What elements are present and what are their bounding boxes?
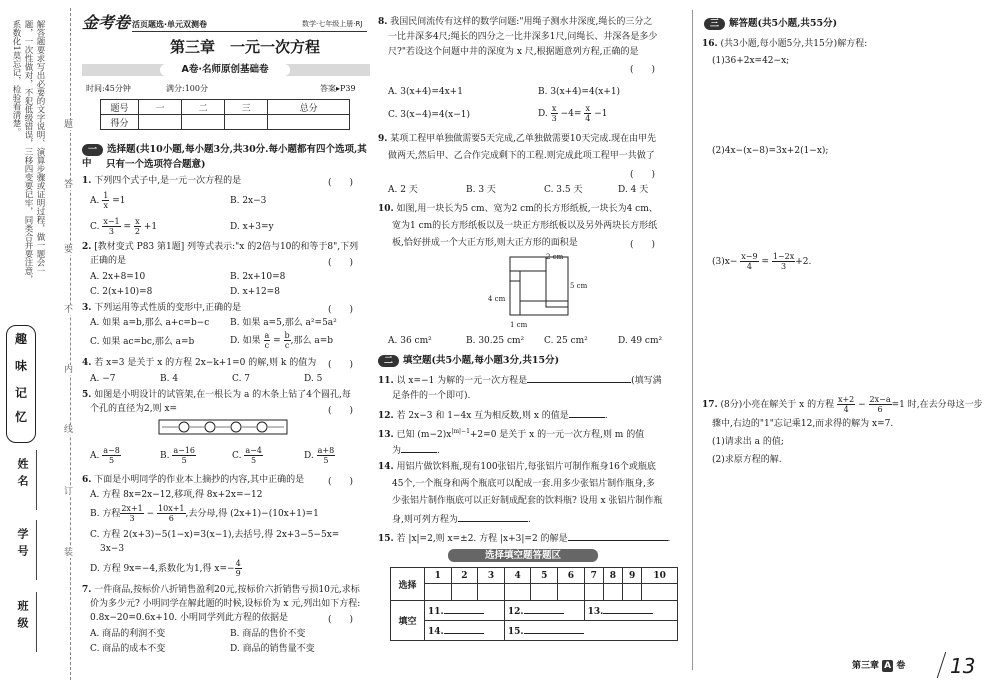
question-15: 15. 若 |x|=2,则 x=±2. 方程 |x+3|=2 的解是 . <box>378 531 670 546</box>
q16-2-answer-space[interactable] <box>712 160 982 240</box>
logo: 金考卷 <box>82 13 131 32</box>
column-3: 三 解答题(共5小题,共55分) 16. (共3小题,每小题5分,共15分)解方程: (1)36+2x=42−x; (2)4x−(x−8)=3x+2(1−x); (3)x− $\frac{x-9}{4}$ = $\frac{1-2x}{3}$ +2. 17. (8分)小亮在解关于 x 的方程 $\frac{x+2}{4}$ − $\frac{2x-a}{6}$ =1 时,在去分母这一步 骤中,右边的"1"忘记乘12,而求得的解为 x=7. (1)请求出 a 的值; (2)求原方程的解. 第三章 A 卷 13 <box>702 18 983 678</box>
binding-instruction: 解答题要求写出必要的文字说明、演算步骤或证明过程，做一题会一题，一次性做对，不犯低级错误，三移四变要记牢，同类合并要注意，系数化1莫忘记，检验看清楚。 <box>11 20 45 284</box>
question-5: 5. 如图是小明设计的试管架,在一根长为 a 的木条上钻了4个圆孔,每 <box>82 390 351 400</box>
page-number: 13 <box>950 654 976 678</box>
choice-answer-cell[interactable] <box>531 584 558 601</box>
series-subtitle: 活页题选·单元双测卷 <box>132 20 208 29</box>
chapter-title: 第三章 一元一次方程 <box>169 38 320 56</box>
section-2-title: 二 填空题(共5小题,每小题3分,共15分) <box>378 354 559 368</box>
question-8: 8. 我国民间流传有这样的数学问题:"用绳子测水井深度,绳长的三分之 <box>378 17 653 27</box>
question-17: 17. (8分)小亮在解关于 x 的方程 $\frac{x+2}{4}$ − $\frac{2x-a}{6}$ =1 时,在去分母这一步 <box>702 395 983 414</box>
answer-area-title: 选择填空题答题区 <box>448 549 598 562</box>
answer-ref: 答案▸P39 <box>320 84 356 93</box>
choice-answer-cell[interactable] <box>504 584 531 601</box>
test-tube-rack-figure <box>158 417 288 437</box>
cut-char: 要 <box>64 245 74 255</box>
cut-char: 装 <box>64 548 74 558</box>
cut-char: 订 <box>64 487 74 497</box>
choice-answer-cell[interactable] <box>603 584 622 601</box>
class-field-line[interactable] <box>36 592 37 652</box>
fill-answer-12[interactable]: 12. <box>504 601 584 621</box>
edition: 数学·七年级上册·RJ <box>302 20 363 28</box>
choice-answer-cell[interactable] <box>558 584 585 601</box>
cut-line <box>70 8 71 680</box>
question-10: 10. 如图,用一块长为5 cm、宽为2 cm的长方形纸板,一块长为4 cm、 <box>378 204 658 214</box>
q16-3-answer-space[interactable] <box>712 275 982 385</box>
score-cell[interactable] <box>225 115 268 130</box>
fill-answer-15[interactable]: 15. <box>504 621 677 641</box>
score-table: 题号 一 二 三 总分 得分 <box>100 99 350 130</box>
full-score: 满分:100分 <box>166 84 208 93</box>
choice-answer-cell[interactable] <box>425 584 452 601</box>
question-4: 4. 若 x=3 是关于 x 的方程 2x−k+1=0 的解,则 k 的值为 <box>82 358 317 368</box>
question-12: 12. 若 2x−3 和 1−4x 互为相反数,则 x 的值是 . <box>378 408 608 423</box>
choice-answer-cell[interactable] <box>478 584 505 601</box>
q13-answer-blank[interactable] <box>401 443 437 453</box>
q15-answer-blank[interactable] <box>568 531 668 541</box>
fill-answer-13[interactable]: 13. <box>584 601 677 621</box>
choice-answer-cell[interactable] <box>642 584 678 601</box>
score-cell[interactable] <box>182 115 225 130</box>
student-id-field-line[interactable] <box>36 520 37 580</box>
fill-answer-11[interactable]: 11. <box>425 601 505 621</box>
question-7: 7. 一件商品,按标价八折销售盈利20元,按标价六折销售亏损10元,求标 <box>82 585 360 595</box>
q12-answer-blank[interactable] <box>569 408 605 418</box>
q16-1-answer-space[interactable] <box>712 70 982 140</box>
answer-grid: 选择 1 2 3 4 5 6 7 8 9 10 填空 11. 12. 13. 14. 15. <box>390 567 678 641</box>
memory-badge: 趣 味 记 忆 <box>6 325 36 443</box>
cut-char: 内 <box>64 365 74 375</box>
cut-char: 题 <box>64 120 74 130</box>
square-puzzle-figure <box>488 253 588 333</box>
q11-answer-blank[interactable] <box>527 373 631 383</box>
cut-char: 答 <box>64 180 74 190</box>
score-cell[interactable] <box>139 115 182 130</box>
footer-label: 第三章 A 卷 <box>852 661 906 671</box>
student-id-field-label: 学号 <box>16 528 29 562</box>
name-field-line[interactable] <box>36 450 37 510</box>
cut-char: 不 <box>64 305 74 315</box>
section-1-title: 一 选择题(共10小题,每小题3分,共30分.每小题都有四个选项,其中 <box>82 144 367 169</box>
choice-answer-cell[interactable] <box>584 584 603 601</box>
question-9: 9. 某项工程甲单独做需要5天完成,乙单独做需要10天完成.现在由甲先 <box>378 134 657 144</box>
choice-answer-cell[interactable] <box>623 584 642 601</box>
choice-answer-cell[interactable] <box>451 584 478 601</box>
question-6: 6. 下面是小明同学的作业本上摘抄的内容,其中正确的是 <box>82 475 305 485</box>
question-16: 16. (共3小题,每小题5分,共15分)解方程: <box>702 39 868 49</box>
q17-answer-space[interactable] <box>712 472 982 652</box>
question-2: 2. [教材变式 P83 第1题] 列等式表示:"x 的2倍与10的和等于8",下列 <box>82 242 359 252</box>
question-11: 11. 以 x=−1 为解的一元一次方程是 (填写满 <box>378 373 662 388</box>
score-cell[interactable] <box>268 115 350 130</box>
q14-answer-blank[interactable] <box>458 512 528 522</box>
binding-strip <box>0 0 74 687</box>
column-1: 金考卷 活页题选·单元双测卷 数学·七年级上册·RJ 第三章 一元一次方程 A卷·名师原创基础卷 时间:45分钟 满分:100分 答案▸P39 题号 一 二 三 总分 得分 一 选择题(共10小题,每小题3分,共30分.每小题都有四个选项,其中 只有一个选项符合题意) 1. 下列四个式子中,是一元一次方程的是 ( ) A. $\frac{1}{x}$ =1 B. 2x−3 C. $\frac{x-1}{3}$ = $\frac{x}{2}$ +1 D. x+3=y 2. [教材变式 P83 第1题] 列等式表示:"x 的2倍与10的和等于8",下列 正确的是 ( ) A. 2x+8=10 B. 2x+10=8 C. 2(x+10)=8 D. x+12=8 3. 下列运用等式性质的变形中,正确的是 ( ) A. 如果 a=b,那么 a+c=b−c B. 如果 a=5,那么 a²=5a² C. 如果 ac=bc,那么 a=b D. 如果 $\frac{a}{c}$ = $\frac{b}{c}$ ,那么 a=b 4. 若 x=3 是关于 x 的方程 2x−k+1=0 的解,则 k 的值为 ( ) A. −7 B. 4 C. 7 D. 5 5. 如图是小明设计的试管架,在一根长为 a 的木条上钻了4个圆孔,每 个孔的直径为2,则 x= ( ) A. $\frac{a-8}{5}$ B. $\frac{a-16}{5}$ C. $\frac{a-4}{5}$ D. $\frac{a+8}{5}$ 6. 下面是小明同学的作业本上摘抄的内容,其中正确的是 ( ) A. 方程 8x=2x−12,移项,得 8x+2x=−12 B. 方程 $\frac{2x+1}{3}$ − $\frac{10x+1}{6}$ ,去分母,得 (2x+1)−(10x+1)=1 C. 方程 2(x+3)−5(1−x)=3(x−1),去括号,得 2x+3−5−5x= 3x−3 D. 方程 9x=−4,系数化为1,得 x=− $\frac{4}{9}$ 7. 一件商品,按标价八折销售盈利20元,按标价六折销售亏损10元,求标 价为多少元? 小明同学在解此题的时候,设标价为 x 元,列出如下方程: 0.8x−20=0.6x+10. 小明同学列此方程的依据是 ( ) A. 商品的利润不变 B. 商品的售价不变 C. 商品的成本不变 D. 商品的销售量不变 <box>80 0 370 687</box>
name-field-label: 姓名 <box>16 458 29 492</box>
time-limit: 时间:45分钟 <box>86 84 131 93</box>
section-3-title: 三 解答题(共5小题,共55分) <box>704 17 837 31</box>
question-3: 3. 下列运用等式性质的变形中,正确的是 <box>82 303 242 313</box>
question-13: 13. 已知 $(m-2)x^{|m|-1}+2=0$ 是关于 x 的一元一次方程,则 m 的值 <box>378 428 645 440</box>
fill-answer-14[interactable]: 14. <box>425 621 505 641</box>
cut-char: 线 <box>64 425 74 435</box>
class-field-label: 班级 <box>16 600 29 634</box>
paper-title: A卷·名师原创基础卷 <box>160 64 290 76</box>
question-1: 1. 下列四个式子中,是一元一次方程的是 <box>82 176 242 186</box>
question-14: 14. 用铝片做饮料瓶,现有100张铝片,每张铝片可制作瓶身16个或瓶底 <box>378 462 656 472</box>
column-2: 8. 我国民间流传有这样的数学问题:"用绳子测水井深度,绳长的三分之 一比井深多4尺;绳长的四分之一比井深多1尺,问绳长、井深各是多少 尺?"若设这个问题中井的深度为 x 尺,根据题意列方程,正确的是 ( ) A. 3(x+4)=4x+1 B. 3(x+4)=4(x+1) C. 3(x−4)=4(x−1) D. $\frac{x}{3}$ −4= $\frac{x}{4}$ −1 9. 某项工程甲单独做需要5天完成,乙单独做需要10天完成.现在由甲先 做两天,然后甲、乙合作完成剩下的工程.则完成此项工程甲一共做了 ( ) A. 2 天 B. 3 天 C. 3.5 天 D. 4 天 10. 如图,用一块长为5 cm、宽为2 cm的长方形纸板,一块长为4 cm、 宽为1 cm的长方形纸板以及一块正方形纸板以及另外两块长方形纸 板,恰好拼成一个大正方形,则大正方形的面积是 ( ) 2 cm 5 cm 4 cm 1 cm A. 36 cm² B. 30.25 cm² C. 25 cm² D. 49 cm² 二 填空题(共5小题,每小题3分,共15分) 11. 以 x=−1 为解的一元一次方程是 (填写满 足条件的一个即可). 12. 若 2x−3 和 1−4x 互为相反数,则 x 的值是 . 13. 已知 $(m-2)x^{|m|-1}+2=0$ 是关于 x 的一元一次方程,则 m 的值 为 . 14. 用铝片做饮料瓶,现有100张铝片,每张铝片可制作瓶身16个或瓶底 45个,一个瓶身和两个瓶底可以配成一套.用多少张铝片制作瓶身,多 少张铝片制作瓶底可以正好制成配套的饮料瓶? 设用 x 张铝片制作瓶 身,则可列方程为 . 15. 若 |x|=2,则 x=±2. 方程 |x+3|=2 的解是 . 选择填空题答题区 选择 1 2 3 4 5 6 7 8 9 10 填空 11. 12. 13. 14. 15. <box>378 0 678 687</box>
